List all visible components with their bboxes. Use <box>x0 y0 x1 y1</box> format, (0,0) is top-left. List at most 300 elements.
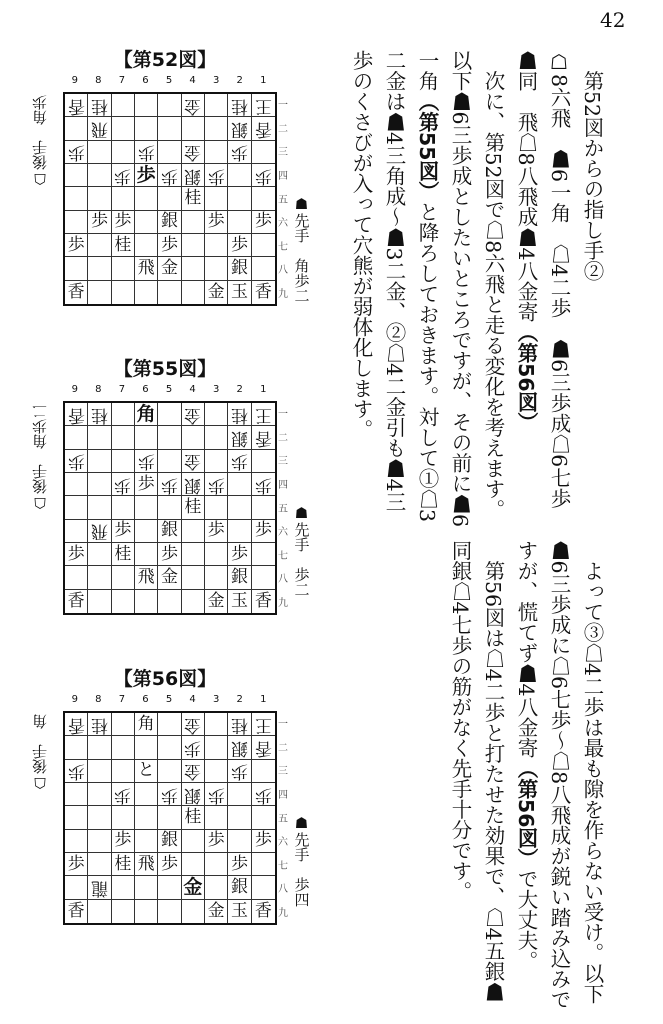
figure-reference: （第56図） <box>514 758 538 869</box>
board-square <box>228 94 251 117</box>
gote-mark-icon: ☖ <box>31 774 49 792</box>
board-square <box>205 900 228 923</box>
gote-hand-pieces: 角 <box>31 714 49 729</box>
board-square <box>135 257 158 280</box>
board-square <box>135 403 158 426</box>
board-square <box>112 760 135 783</box>
board-square <box>205 590 228 613</box>
board-square <box>88 876 111 899</box>
board-square <box>135 211 158 234</box>
board-square <box>65 876 88 899</box>
board-square <box>65 566 88 589</box>
gote-hand-label: 後手 <box>31 140 49 170</box>
board-square <box>158 450 181 473</box>
gote-piece: 歩 <box>254 165 272 186</box>
moves-line-1: ☖8六飛 ☗6一角 ☖4二歩 ☗6三歩成☖6七歩 <box>547 50 571 509</box>
file-label: 6 <box>142 694 149 705</box>
board-square <box>252 450 275 473</box>
sente-piece: 玉 <box>230 590 248 611</box>
rank-label: 九 <box>278 288 288 300</box>
board-square <box>205 806 228 829</box>
board-square <box>135 117 158 140</box>
board-square <box>252 566 275 589</box>
board-square <box>182 257 205 280</box>
sente-piece: 歩 <box>207 830 225 851</box>
sente-piece: 銀 <box>160 520 178 541</box>
sente-piece: 歩 <box>137 473 155 494</box>
shogi-diagram <box>30 354 330 654</box>
rank-label: 六 <box>278 837 288 849</box>
board-square <box>182 900 205 923</box>
diagram-title: 【第55図】 <box>113 358 217 380</box>
board-square <box>252 496 275 519</box>
gote-piece: 歩 <box>160 474 178 495</box>
file-label: 9 <box>71 694 78 705</box>
sente-piece: 銀 <box>160 830 178 851</box>
board-square <box>252 520 275 543</box>
board-square <box>182 713 205 736</box>
board-square <box>182 520 205 543</box>
board-square <box>182 141 205 164</box>
board-square <box>182 543 205 566</box>
gote-piece: 桂 <box>90 95 108 116</box>
board-square <box>228 543 251 566</box>
board-square <box>65 520 88 543</box>
board-square <box>205 473 228 496</box>
gote-piece: 桂 <box>90 714 108 735</box>
board-square <box>88 473 111 496</box>
board-square <box>88 403 111 426</box>
board-square <box>228 211 251 234</box>
board-square <box>112 590 135 613</box>
file-label: 1 <box>260 694 267 705</box>
rank-label: 二 <box>278 123 288 135</box>
gote-hand <box>32 404 49 512</box>
board-square <box>252 543 275 566</box>
gote-piece: 歩 <box>114 784 132 805</box>
paragraph-2-part-a: よって③☖4二歩は最も隙を作らない受け。以下☗6三歩成に☖6七歩～☖8八飛成が鋭い踏み込みですが、慌てず☗4八金寄 <box>514 540 604 1010</box>
paragraph-1 <box>344 50 509 528</box>
board-square <box>88 713 111 736</box>
board-square <box>252 783 275 806</box>
figure-reference: （第55図） <box>415 91 439 202</box>
board-square <box>65 164 88 187</box>
gote-piece: 金 <box>184 142 202 163</box>
board-square <box>88 496 111 519</box>
rank-label: 一 <box>278 100 288 112</box>
sente-piece: 玉 <box>230 900 248 921</box>
sente-piece: 歩 <box>114 830 132 851</box>
sente-piece: 歩 <box>136 163 156 186</box>
board-square <box>88 426 111 449</box>
board-square <box>135 566 158 589</box>
board-square <box>135 806 158 829</box>
gote-piece: 歩 <box>207 165 225 186</box>
file-label: 7 <box>118 694 126 705</box>
sente-piece: 歩 <box>114 211 132 232</box>
sente-hand <box>293 195 310 303</box>
sente-piece: 桂 <box>184 496 202 517</box>
gote-piece: 歩 <box>230 142 248 163</box>
gote-piece: 歩 <box>230 761 248 782</box>
sente-piece: 銀 <box>230 876 248 897</box>
rank-label: 一 <box>278 409 288 421</box>
gote-hand <box>32 714 49 792</box>
board-square <box>252 830 275 853</box>
sente-hand-pieces: 角歩二 <box>292 258 311 303</box>
gote-piece: 香 <box>254 118 272 139</box>
board-square <box>205 211 228 234</box>
sente-piece: 歩 <box>160 543 178 564</box>
gote-piece: 香 <box>67 714 85 735</box>
rank-label: 四 <box>278 789 288 801</box>
board-square <box>135 830 158 853</box>
rank-label: 六 <box>278 218 288 230</box>
board-square <box>88 141 111 164</box>
board-square <box>112 496 135 519</box>
board-square <box>228 473 251 496</box>
diagram-title: 【第52図】 <box>113 49 217 71</box>
board-square <box>205 187 228 210</box>
board-square <box>252 281 275 304</box>
file-label: 3 <box>212 384 220 395</box>
board-square <box>158 590 181 613</box>
gote-piece: 歩 <box>254 474 272 495</box>
board-square <box>135 520 158 543</box>
board-square <box>252 736 275 759</box>
sente-piece: 歩 <box>67 234 85 255</box>
board-square <box>112 211 135 234</box>
gote-piece: 銀 <box>184 784 202 805</box>
board-square <box>228 426 251 449</box>
board-square <box>205 403 228 426</box>
sente-piece: 香 <box>67 281 85 302</box>
sente-piece: 銀 <box>230 257 248 278</box>
board-square <box>112 450 135 473</box>
board-square <box>182 426 205 449</box>
board-square <box>158 117 181 140</box>
sente-piece: 飛 <box>137 566 155 587</box>
board-square <box>228 760 251 783</box>
file-label: 9 <box>71 75 78 86</box>
sente-piece: 桂 <box>114 234 132 255</box>
board-square <box>158 211 181 234</box>
board-square <box>65 450 88 473</box>
file-label: 2 <box>236 694 243 705</box>
moves-heading-text: 第52図からの指し手② <box>580 70 604 282</box>
board-square <box>252 94 275 117</box>
board-square <box>112 713 135 736</box>
board-square <box>228 117 251 140</box>
board-square <box>182 164 205 187</box>
sente-piece: 金 <box>207 281 225 302</box>
board-square <box>205 543 228 566</box>
board-square <box>182 760 205 783</box>
board-square <box>205 281 228 304</box>
board-square <box>88 830 111 853</box>
board-square <box>228 853 251 876</box>
rank-label: 四 <box>278 479 288 491</box>
file-label: 6 <box>142 384 149 395</box>
board-square <box>182 783 205 806</box>
sente-piece: 角 <box>136 402 156 425</box>
gote-piece: 金 <box>184 451 202 472</box>
board-square <box>228 281 251 304</box>
gote-piece: 歩 <box>67 451 85 472</box>
text-top <box>344 50 608 528</box>
sente-piece: 銀 <box>230 566 248 587</box>
board-square <box>205 450 228 473</box>
board-square <box>88 164 111 187</box>
sente-piece: 玉 <box>230 281 248 302</box>
board-square <box>158 257 181 280</box>
board-square <box>252 164 275 187</box>
board-square <box>135 736 158 759</box>
board-square <box>112 876 135 899</box>
sente-piece: 銀 <box>160 211 178 232</box>
board-square <box>228 783 251 806</box>
board-square <box>158 520 181 543</box>
board-square <box>88 450 111 473</box>
board-square <box>135 590 158 613</box>
board-square <box>182 566 205 589</box>
board-square <box>112 900 135 923</box>
board-square <box>135 141 158 164</box>
file-label: 1 <box>260 384 267 395</box>
sente-piece: 桂 <box>114 543 132 564</box>
gote-piece: 銀 <box>184 474 202 495</box>
rank-label: 九 <box>278 907 288 919</box>
board-square <box>135 94 158 117</box>
board-square <box>205 520 228 543</box>
rank-label: 五 <box>278 194 288 206</box>
sente-piece: 香 <box>254 281 272 302</box>
board-square <box>228 876 251 899</box>
board-square <box>112 853 135 876</box>
gote-piece: 香 <box>67 404 85 425</box>
board-square <box>65 403 88 426</box>
gote-hand-label: 後手 <box>31 464 49 494</box>
rank-label: 三 <box>278 456 288 468</box>
sente-piece: 香 <box>254 900 272 921</box>
gote-piece: 桂 <box>90 404 108 425</box>
board-square <box>228 141 251 164</box>
board-square <box>205 876 228 899</box>
sente-piece: 歩 <box>207 520 225 541</box>
board-square <box>252 900 275 923</box>
board-square <box>65 94 88 117</box>
board-square <box>135 187 158 210</box>
board-square <box>182 830 205 853</box>
board-square <box>182 473 205 496</box>
board-square <box>252 806 275 829</box>
file-label: 5 <box>165 694 173 705</box>
board-square <box>158 806 181 829</box>
gote-piece: 金 <box>184 404 202 425</box>
gote-hand-label: 後手 <box>31 744 49 774</box>
board-square <box>252 117 275 140</box>
file-label: 7 <box>118 384 126 395</box>
board-square <box>88 760 111 783</box>
sente-piece: 歩 <box>67 543 85 564</box>
board-square <box>182 806 205 829</box>
board-square <box>205 736 228 759</box>
paragraph-3: 第56図は☖4二歩と打たせた効果で、☖4五銀☗同銀☖4七歩の筋がなく先手十分です。 <box>448 540 505 1003</box>
board-square <box>205 117 228 140</box>
board-square <box>65 257 88 280</box>
board-square <box>252 853 275 876</box>
board-square <box>182 117 205 140</box>
gote-piece: 王 <box>254 95 272 116</box>
board-square <box>158 234 181 257</box>
shogi-board <box>63 92 277 306</box>
board-square <box>112 281 135 304</box>
board-square <box>88 783 111 806</box>
rank-label: 七 <box>278 241 288 253</box>
sente-piece: 金 <box>207 900 225 921</box>
file-label: 3 <box>212 694 220 705</box>
diagram-title: 【第56図】 <box>113 668 217 690</box>
board-square <box>205 234 228 257</box>
board-square <box>88 566 111 589</box>
board-square <box>205 257 228 280</box>
board-square <box>205 760 228 783</box>
file-label: 2 <box>236 75 243 86</box>
board-square <box>112 403 135 426</box>
board-square <box>135 760 158 783</box>
board-square <box>205 853 228 876</box>
board-square <box>158 760 181 783</box>
board-square <box>228 234 251 257</box>
board-square <box>158 736 181 759</box>
shogi-board <box>63 401 277 615</box>
rank-label: 八 <box>278 574 288 586</box>
file-label: 8 <box>95 694 102 705</box>
gote-piece: 金 <box>184 714 202 735</box>
rank-label: 八 <box>278 884 288 896</box>
board-square <box>65 830 88 853</box>
rank-label: 二 <box>278 742 288 754</box>
sente-piece: 香 <box>254 590 272 611</box>
rank-label: 一 <box>278 719 288 731</box>
gote-piece: 歩 <box>137 451 155 472</box>
gote-piece: 飛 <box>90 118 108 139</box>
board-square <box>252 257 275 280</box>
file-labels <box>63 75 275 86</box>
sente-piece: 歩 <box>114 520 132 541</box>
sente-piece: 金 <box>207 590 225 611</box>
gote-piece: 歩 <box>184 737 202 758</box>
board-square <box>112 543 135 566</box>
file-label: 7 <box>118 75 126 86</box>
sente-piece: と <box>137 760 155 781</box>
sente-piece: 歩 <box>254 211 272 232</box>
board-square <box>252 426 275 449</box>
board-square <box>112 164 135 187</box>
shogi-diagram <box>30 45 330 345</box>
board-square <box>112 473 135 496</box>
rank-label: 八 <box>278 265 288 277</box>
board-square <box>112 234 135 257</box>
sente-piece: 歩 <box>230 543 248 564</box>
board-square <box>158 281 181 304</box>
board-square <box>252 876 275 899</box>
file-label: 4 <box>189 384 196 395</box>
gote-piece: 飛 <box>90 521 108 542</box>
gote-piece: 歩 <box>207 474 225 495</box>
board-square <box>158 853 181 876</box>
gote-piece: 王 <box>254 404 272 425</box>
board-square <box>228 900 251 923</box>
rank-labels <box>278 401 288 613</box>
board-square <box>135 473 158 496</box>
board-square <box>182 403 205 426</box>
board-square <box>112 830 135 853</box>
board-square <box>65 900 88 923</box>
board-square <box>88 590 111 613</box>
board-square <box>228 164 251 187</box>
board-square <box>182 736 205 759</box>
board-square <box>252 211 275 234</box>
board-square <box>158 566 181 589</box>
board-square <box>228 806 251 829</box>
board-square <box>158 94 181 117</box>
board-square <box>228 590 251 613</box>
gote-piece: 銀 <box>230 427 248 448</box>
board-square <box>65 496 88 519</box>
board-square <box>228 257 251 280</box>
sente-piece: 金 <box>160 257 178 278</box>
board-square <box>158 141 181 164</box>
board-square <box>65 736 88 759</box>
board-square <box>182 94 205 117</box>
rank-labels <box>278 711 288 923</box>
board-square <box>135 234 158 257</box>
sente-piece: 歩 <box>254 520 272 541</box>
board-square <box>88 853 111 876</box>
gote-piece: 桂 <box>230 404 248 425</box>
board-square <box>65 806 88 829</box>
rank-label: 六 <box>278 527 288 539</box>
sente-hand-pieces: 歩四 <box>292 877 311 907</box>
gote-piece: 歩 <box>137 142 155 163</box>
rank-labels <box>278 92 288 304</box>
gote-piece: 銀 <box>230 118 248 139</box>
moves-line-2-text: ☗同 飛☖8八飛成☗4八金寄 <box>514 50 538 323</box>
board-square <box>252 590 275 613</box>
shogi-board <box>63 711 277 925</box>
board-square <box>65 234 88 257</box>
sente-piece: 金 <box>183 875 203 898</box>
board-square <box>228 403 251 426</box>
moves-heading <box>575 50 608 528</box>
gote-piece: 銀 <box>184 165 202 186</box>
gote-piece: 歩 <box>114 165 132 186</box>
file-label: 4 <box>189 75 196 86</box>
file-labels <box>63 694 275 705</box>
board-square <box>112 520 135 543</box>
board-square <box>65 853 88 876</box>
sente-piece: 香 <box>67 590 85 611</box>
rank-label: 二 <box>278 432 288 444</box>
board-square <box>88 234 111 257</box>
sente-hand <box>293 814 310 907</box>
board-square <box>182 211 205 234</box>
board-square <box>65 590 88 613</box>
gote-hand <box>32 95 49 188</box>
sente-mark-icon: ☗ <box>292 195 311 213</box>
board-square <box>135 713 158 736</box>
